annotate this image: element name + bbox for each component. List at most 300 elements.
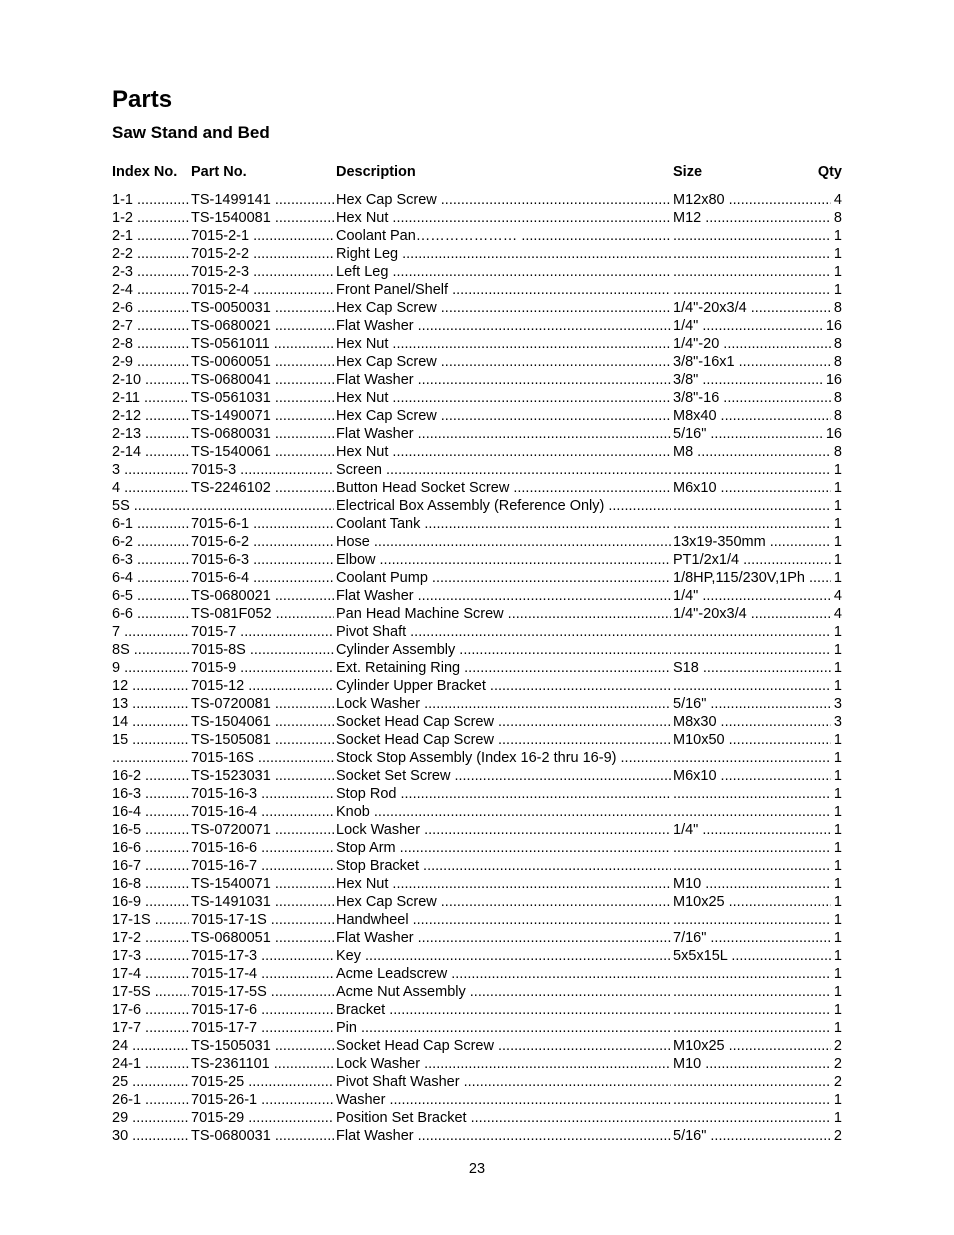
cell-description: Pin .....: [336, 1019, 671, 1037]
cell-part-no: 7015-6-1 .....: [191, 515, 334, 533]
cell-description: Pivot Shaft .....: [336, 623, 671, 641]
cell-qty: 1: [833, 768, 842, 784]
cell-index: 2-11 .....: [112, 389, 189, 407]
cell-size: 1/4"-20x3/4 .....: [673, 299, 831, 317]
cell-index: 2-8 .....: [112, 335, 189, 353]
cell-description: Coolant Pan………………… .....: [336, 227, 671, 245]
cell-index: 2-4 .....: [112, 281, 189, 299]
cell-size: 5/16" .....: [673, 1127, 831, 1145]
cell-size: M8 .....: [673, 443, 831, 461]
table-row: [112, 515, 842, 533]
cell-description: Pivot Shaft Washer .....: [336, 1073, 671, 1091]
cell-size: [673, 785, 831, 803]
cell-index: 17-6 .....: [112, 1001, 189, 1019]
cell-qty: 1: [833, 966, 842, 982]
cell-qty: 8: [833, 300, 842, 316]
cell-description: Screen .....: [336, 461, 671, 479]
cell-size: 5x5x15L .....: [673, 947, 831, 965]
cell-description: Right Leg .....: [336, 245, 671, 263]
cell-part-no: 7015-17-4 .....: [191, 965, 334, 983]
cell-qty: 1: [833, 912, 842, 928]
cell-size: 5/16" .....: [673, 695, 831, 713]
table-row: [112, 1073, 842, 1091]
table-row: [112, 875, 842, 893]
cell-part-no: 7015-17-7 .....: [191, 1019, 334, 1037]
cell-size: [673, 911, 831, 929]
cell-part-no: 7015-17-1S .....: [191, 911, 334, 929]
cell-size: [673, 803, 831, 821]
table-row: [112, 479, 842, 497]
cell-size: [673, 227, 831, 245]
cell-size: M10x50 .....: [673, 731, 831, 749]
cell-part-no: TS-0680051 .....: [191, 929, 334, 947]
cell-description: Cylinder Upper Bracket .....: [336, 677, 671, 695]
table-row: [112, 1109, 842, 1127]
cell-description: Ext. Retaining Ring .....: [336, 659, 671, 677]
table-row: [112, 389, 842, 407]
cell-part-no: TS-0720071 .....: [191, 821, 334, 839]
cell-index: 2-3 .....: [112, 263, 189, 281]
cell-qty: 4: [833, 588, 842, 604]
cell-index: 16-4 .....: [112, 803, 189, 821]
cell-description: Hex Nut .....: [336, 875, 671, 893]
cell-part-no: 7015-7 .....: [191, 623, 334, 641]
cell-part-no: 7015-26-1 .....: [191, 1091, 334, 1109]
cell-qty: 2: [833, 1128, 842, 1144]
cell-qty: 1: [833, 534, 842, 550]
cell-size: 1/4" .....: [673, 587, 831, 605]
cell-description: Flat Washer .....: [336, 1127, 671, 1145]
cell-index: 7 .....: [112, 623, 189, 641]
cell-qty: 8: [833, 354, 842, 370]
cell-size: [673, 1091, 831, 1109]
cell-size: [673, 983, 831, 1001]
cell-part-no: TS-1540061 .....: [191, 443, 334, 461]
table-row: [112, 533, 842, 551]
cell-description: Front Panel/Shelf .....: [336, 281, 671, 299]
cell-part-no: TS-0680041 .....: [191, 371, 334, 389]
cell-index: 6-1 .....: [112, 515, 189, 533]
cell-description: Cylinder Assembly .....: [336, 641, 671, 659]
cell-description: Socket Set Screw .....: [336, 767, 671, 785]
cell-size: 3/8"-16 .....: [673, 389, 831, 407]
table-row: [112, 551, 842, 569]
cell-size: M10x25 .....: [673, 1037, 831, 1055]
cell-description: Socket Head Cap Screw .....: [336, 1037, 671, 1055]
cell-description: Flat Washer .....: [336, 425, 671, 443]
cell-part-no: TS-0561031 .....: [191, 389, 334, 407]
cell-size: 1/4" .....: [673, 317, 831, 335]
cell-index: 17-2 .....: [112, 929, 189, 947]
cell-size: 1/8HP,115/230V,1Ph .....: [673, 569, 831, 587]
cell-description: Coolant Pump .....: [336, 569, 671, 587]
header-description: Description: [336, 164, 416, 180]
header-part: Part No.: [191, 164, 247, 180]
cell-qty: 1: [833, 1110, 842, 1126]
cell-qty: 16: [825, 372, 842, 388]
table-row: [112, 461, 842, 479]
cell-qty: 2: [833, 1074, 842, 1090]
cell-size: PT1/2x1/4 .....: [673, 551, 831, 569]
cell-index: 2-9 .....: [112, 353, 189, 371]
cell-index: 17-7 .....: [112, 1019, 189, 1037]
cell-part-no: 7015-9 .....: [191, 659, 334, 677]
cell-index: 17-4 .....: [112, 965, 189, 983]
cell-part-no: 7015-16-3 .....: [191, 785, 334, 803]
cell-part-no: 7015-16-7 .....: [191, 857, 334, 875]
table-row: [112, 569, 842, 587]
table-row: [112, 245, 842, 263]
table-row: [112, 749, 842, 767]
table-row: [112, 605, 842, 623]
table-row: [112, 425, 842, 443]
cell-size: 5/16" .....: [673, 425, 831, 443]
cell-index: 1-1 .....: [112, 191, 189, 209]
cell-part-no: TS-1540071 .....: [191, 875, 334, 893]
cell-size: 3/8" .....: [673, 371, 831, 389]
cell-qty: 1: [833, 840, 842, 856]
cell-description: Hex Nut .....: [336, 335, 671, 353]
header-index: Index No.: [112, 164, 178, 180]
cell-qty: 1: [833, 228, 842, 244]
cell-qty: 16: [825, 318, 842, 334]
cell-part-no: TS-1499141 .....: [191, 191, 334, 209]
cell-description: Lock Washer .....: [336, 821, 671, 839]
cell-description: Socket Head Cap Screw .....: [336, 731, 671, 749]
cell-qty: 16: [825, 426, 842, 442]
cell-index: 1-2 .....: [112, 209, 189, 227]
cell-part-no: TS-0680031 .....: [191, 425, 334, 443]
cell-size: [673, 1109, 831, 1127]
cell-index: 6-4 .....: [112, 569, 189, 587]
cell-size: M10 .....: [673, 875, 831, 893]
cell-description: Lock Washer .....: [336, 695, 671, 713]
table-row: [112, 587, 842, 605]
cell-part-no: 7015-3 .....: [191, 461, 334, 479]
cell-description: Flat Washer .....: [336, 317, 671, 335]
cell-description: Acme Leadscrew .....: [336, 965, 671, 983]
cell-size: [673, 1001, 831, 1019]
cell-qty: 1: [833, 660, 842, 676]
cell-description: Stop Bracket .....: [336, 857, 671, 875]
cell-qty: 1: [833, 948, 842, 964]
cell-size: M12x80 .....: [673, 191, 831, 209]
cell-part-no: TS-1540081 .....: [191, 209, 334, 227]
cell-size: [673, 677, 831, 695]
cell-size: [673, 245, 831, 263]
cell-qty: 2: [833, 1056, 842, 1072]
table-row: [112, 407, 842, 425]
cell-qty: 1: [833, 552, 842, 568]
cell-part-no: 7015-16-4 .....: [191, 803, 334, 821]
table-row: [112, 659, 842, 677]
cell-index: 6-2 .....: [112, 533, 189, 551]
cell-qty: 1: [833, 984, 842, 1000]
cell-size: [673, 497, 831, 515]
table-row: [112, 929, 842, 947]
table-row: [112, 983, 842, 1001]
cell-index: [112, 749, 189, 767]
table-row: [112, 371, 842, 389]
cell-part-no: TS-0680021 .....: [191, 317, 334, 335]
cell-description: Key .....: [336, 947, 671, 965]
cell-size: S18 .....: [673, 659, 831, 677]
cell-part-no: 7015-25 .....: [191, 1073, 334, 1091]
cell-index: 8S .....: [112, 641, 189, 659]
cell-description: Socket Head Cap Screw .....: [336, 713, 671, 731]
cell-qty: 1: [833, 498, 842, 514]
cell-qty: 1: [833, 732, 842, 748]
cell-size: [673, 263, 831, 281]
cell-part-no: 7015-6-3 .....: [191, 551, 334, 569]
page-number: 23: [468, 1161, 486, 1177]
cell-size: [673, 1073, 831, 1091]
cell-index: 24 .....: [112, 1037, 189, 1055]
cell-qty: 1: [833, 822, 842, 838]
cell-qty: 8: [833, 210, 842, 226]
cell-qty: 1: [833, 624, 842, 640]
cell-index: 24-1 .....: [112, 1055, 189, 1073]
cell-index: 5S .....: [112, 497, 189, 515]
cell-qty: 1: [833, 1002, 842, 1018]
cell-description: Hose .....: [336, 533, 671, 551]
cell-description: Left Leg .....: [336, 263, 671, 281]
cell-description: Bracket .....: [336, 1001, 671, 1019]
parts-table: [112, 191, 842, 1145]
cell-size: 7/16" .....: [673, 929, 831, 947]
header-size: Size: [673, 164, 703, 180]
cell-size: M8x30 .....: [673, 713, 831, 731]
table-row: [112, 227, 842, 245]
table-row: [112, 857, 842, 875]
cell-qty: 1: [833, 1020, 842, 1036]
table-row: [112, 1091, 842, 1109]
cell-description: Flat Washer .....: [336, 587, 671, 605]
cell-part-no: TS-0561011 .....: [191, 335, 334, 353]
cell-index: 15 .....: [112, 731, 189, 749]
cell-index: 6-5 .....: [112, 587, 189, 605]
cell-part-no: TS-1523031 .....: [191, 767, 334, 785]
cell-description: Stop Rod .....: [336, 785, 671, 803]
cell-index: 13 .....: [112, 695, 189, 713]
cell-qty: 8: [833, 408, 842, 424]
cell-size: M6x10 .....: [673, 479, 831, 497]
cell-qty: 8: [833, 336, 842, 352]
table-row: [112, 965, 842, 983]
cell-description: Flat Washer .....: [336, 929, 671, 947]
cell-part-no: TS-1505081 .....: [191, 731, 334, 749]
table-row: [112, 335, 842, 353]
cell-index: 14 .....: [112, 713, 189, 731]
cell-description: Hex Cap Screw .....: [336, 407, 671, 425]
cell-description: Pan Head Machine Screw .....: [336, 605, 671, 623]
cell-index: 17-5S .....: [112, 983, 189, 1001]
table-row: [112, 821, 842, 839]
cell-size: [673, 461, 831, 479]
cell-part-no: 7015-16-6 .....: [191, 839, 334, 857]
cell-index: 16-7 .....: [112, 857, 189, 875]
cell-description: Coolant Tank .....: [336, 515, 671, 533]
cell-qty: 1: [833, 930, 842, 946]
cell-part-no: TS-1505031 .....: [191, 1037, 334, 1055]
table-row: [112, 641, 842, 659]
cell-index: 2-13 .....: [112, 425, 189, 443]
cell-part-no: 7015-17-5S .....: [191, 983, 334, 1001]
table-row: [112, 911, 842, 929]
cell-description: Washer .....: [336, 1091, 671, 1109]
cell-part-no: 7015-6-2 .....: [191, 533, 334, 551]
cell-part-no: 7015-8S .....: [191, 641, 334, 659]
cell-description: Hex Nut .....: [336, 389, 671, 407]
cell-index: 4 .....: [112, 479, 189, 497]
cell-qty: 2: [833, 1038, 842, 1054]
cell-description: Hex Cap Screw .....: [336, 299, 671, 317]
cell-description: Lock Washer .....: [336, 1055, 671, 1073]
cell-size: 1/4" .....: [673, 821, 831, 839]
table-row: [112, 803, 842, 821]
cell-part-no: TS-2246102 .....: [191, 479, 334, 497]
cell-qty: 3: [833, 714, 842, 730]
cell-index: 17-3 .....: [112, 947, 189, 965]
cell-qty: 1: [833, 282, 842, 298]
cell-size: [673, 641, 831, 659]
cell-size: [673, 839, 831, 857]
cell-description: Flat Washer .....: [336, 371, 671, 389]
cell-size: M10x25 .....: [673, 893, 831, 911]
cell-size: 1/4"-20x3/4 .....: [673, 605, 831, 623]
table-row: [112, 1037, 842, 1055]
cell-index: 29 .....: [112, 1109, 189, 1127]
cell-qty: 1: [833, 480, 842, 496]
cell-index: 16-2 .....: [112, 767, 189, 785]
cell-description: Hex Nut .....: [336, 443, 671, 461]
cell-qty: 1: [833, 858, 842, 874]
cell-qty: 1: [833, 1092, 842, 1108]
cell-description: Electrical Box Assembly (Reference Only) .....: [336, 497, 671, 515]
cell-size: 1/4"-20 .....: [673, 335, 831, 353]
cell-description: Button Head Socket Screw .....: [336, 479, 671, 497]
cell-part-no: 7015-2-4 .....: [191, 281, 334, 299]
cell-description: Elbow .....: [336, 551, 671, 569]
cell-part-no: TS-0050031 .....: [191, 299, 334, 317]
table-row: [112, 677, 842, 695]
table-row: [112, 893, 842, 911]
table-row: [112, 191, 842, 209]
cell-qty: 1: [833, 678, 842, 694]
cell-part-no: TS-0060051 .....: [191, 353, 334, 371]
table-row: [112, 299, 842, 317]
cell-description: Position Set Bracket .....: [336, 1109, 671, 1127]
cell-size: 3/8"-16x1 .....: [673, 353, 831, 371]
cell-index: 16-5 .....: [112, 821, 189, 839]
cell-size: M12 .....: [673, 209, 831, 227]
cell-description: Handwheel .....: [336, 911, 671, 929]
cell-description: Stop Arm .....: [336, 839, 671, 857]
cell-index: 2-6 .....: [112, 299, 189, 317]
table-row: [112, 281, 842, 299]
cell-part-no: 7015-6-4 .....: [191, 569, 334, 587]
cell-size: M8x40 .....: [673, 407, 831, 425]
cell-description: Hex Cap Screw .....: [336, 191, 671, 209]
cell-size: [673, 1019, 831, 1037]
cell-index: 16-8 .....: [112, 875, 189, 893]
cell-part-no: 7015-2-2 .....: [191, 245, 334, 263]
cell-index: 2-14 .....: [112, 443, 189, 461]
cell-part-no: 7015-12 .....: [191, 677, 334, 695]
cell-index: 3 .....: [112, 461, 189, 479]
cell-part-no: TS-0680021 .....: [191, 587, 334, 605]
table-row: [112, 353, 842, 371]
cell-qty: 1: [833, 264, 842, 280]
table-row: [112, 1127, 842, 1145]
cell-index: 12 .....: [112, 677, 189, 695]
cell-qty: 1: [833, 804, 842, 820]
cell-index: 26-1 .....: [112, 1091, 189, 1109]
cell-part-no: 7015-29 .....: [191, 1109, 334, 1127]
table-row: [112, 209, 842, 227]
cell-qty: 1: [833, 894, 842, 910]
cell-qty: 1: [833, 570, 842, 586]
cell-index: 6-3 .....: [112, 551, 189, 569]
cell-qty: 1: [833, 750, 842, 766]
cell-index: 2-7 .....: [112, 317, 189, 335]
cell-index: 16-9 .....: [112, 893, 189, 911]
cell-qty: 3: [833, 696, 842, 712]
cell-qty: 1: [833, 876, 842, 892]
table-row: [112, 623, 842, 641]
cell-part-no: TS-2361101 .....: [191, 1055, 334, 1073]
cell-description: Hex Cap Screw .....: [336, 353, 671, 371]
cell-part-no: 7015-2-3 .....: [191, 263, 334, 281]
cell-qty: 8: [833, 390, 842, 406]
cell-qty: 1: [833, 462, 842, 478]
cell-part-no: 7015-2-1 .....: [191, 227, 334, 245]
table-row: [112, 443, 842, 461]
table-row: [112, 785, 842, 803]
cell-size: [673, 749, 831, 767]
cell-size: [673, 623, 831, 641]
cell-size: 13x19-350mm .....: [673, 533, 831, 551]
cell-index: 16-3 .....: [112, 785, 189, 803]
cell-part-no: TS-1490071 .....: [191, 407, 334, 425]
cell-index: 2-1 .....: [112, 227, 189, 245]
table-row: [112, 497, 842, 515]
table-header: [112, 164, 842, 182]
table-row: [112, 695, 842, 713]
cell-part-no: TS-0680031 .....: [191, 1127, 334, 1145]
cell-qty: 1: [833, 786, 842, 802]
cell-qty: 1: [833, 246, 842, 262]
cell-index: 2-2 .....: [112, 245, 189, 263]
cell-part-no: 7015-17-3 .....: [191, 947, 334, 965]
cell-description: Stock Stop Assembly (Index 16-2 thru 16-9) .....: [336, 749, 671, 767]
section-subtitle: Saw Stand and Bed: [112, 123, 270, 142]
cell-index: 30 .....: [112, 1127, 189, 1145]
cell-index: 17-1S .....: [112, 911, 189, 929]
header-qty: Qty: [817, 164, 842, 180]
table-row: [112, 1055, 842, 1073]
cell-size: M10 .....: [673, 1055, 831, 1073]
cell-index: 16-6 .....: [112, 839, 189, 857]
cell-description: Knob .....: [336, 803, 671, 821]
cell-size: [673, 281, 831, 299]
table-row: [112, 839, 842, 857]
cell-index: 2-12 .....: [112, 407, 189, 425]
cell-qty: 1: [833, 516, 842, 532]
cell-part-no: TS-0720081 .....: [191, 695, 334, 713]
table-row: [112, 713, 842, 731]
cell-size: M6x10 .....: [673, 767, 831, 785]
